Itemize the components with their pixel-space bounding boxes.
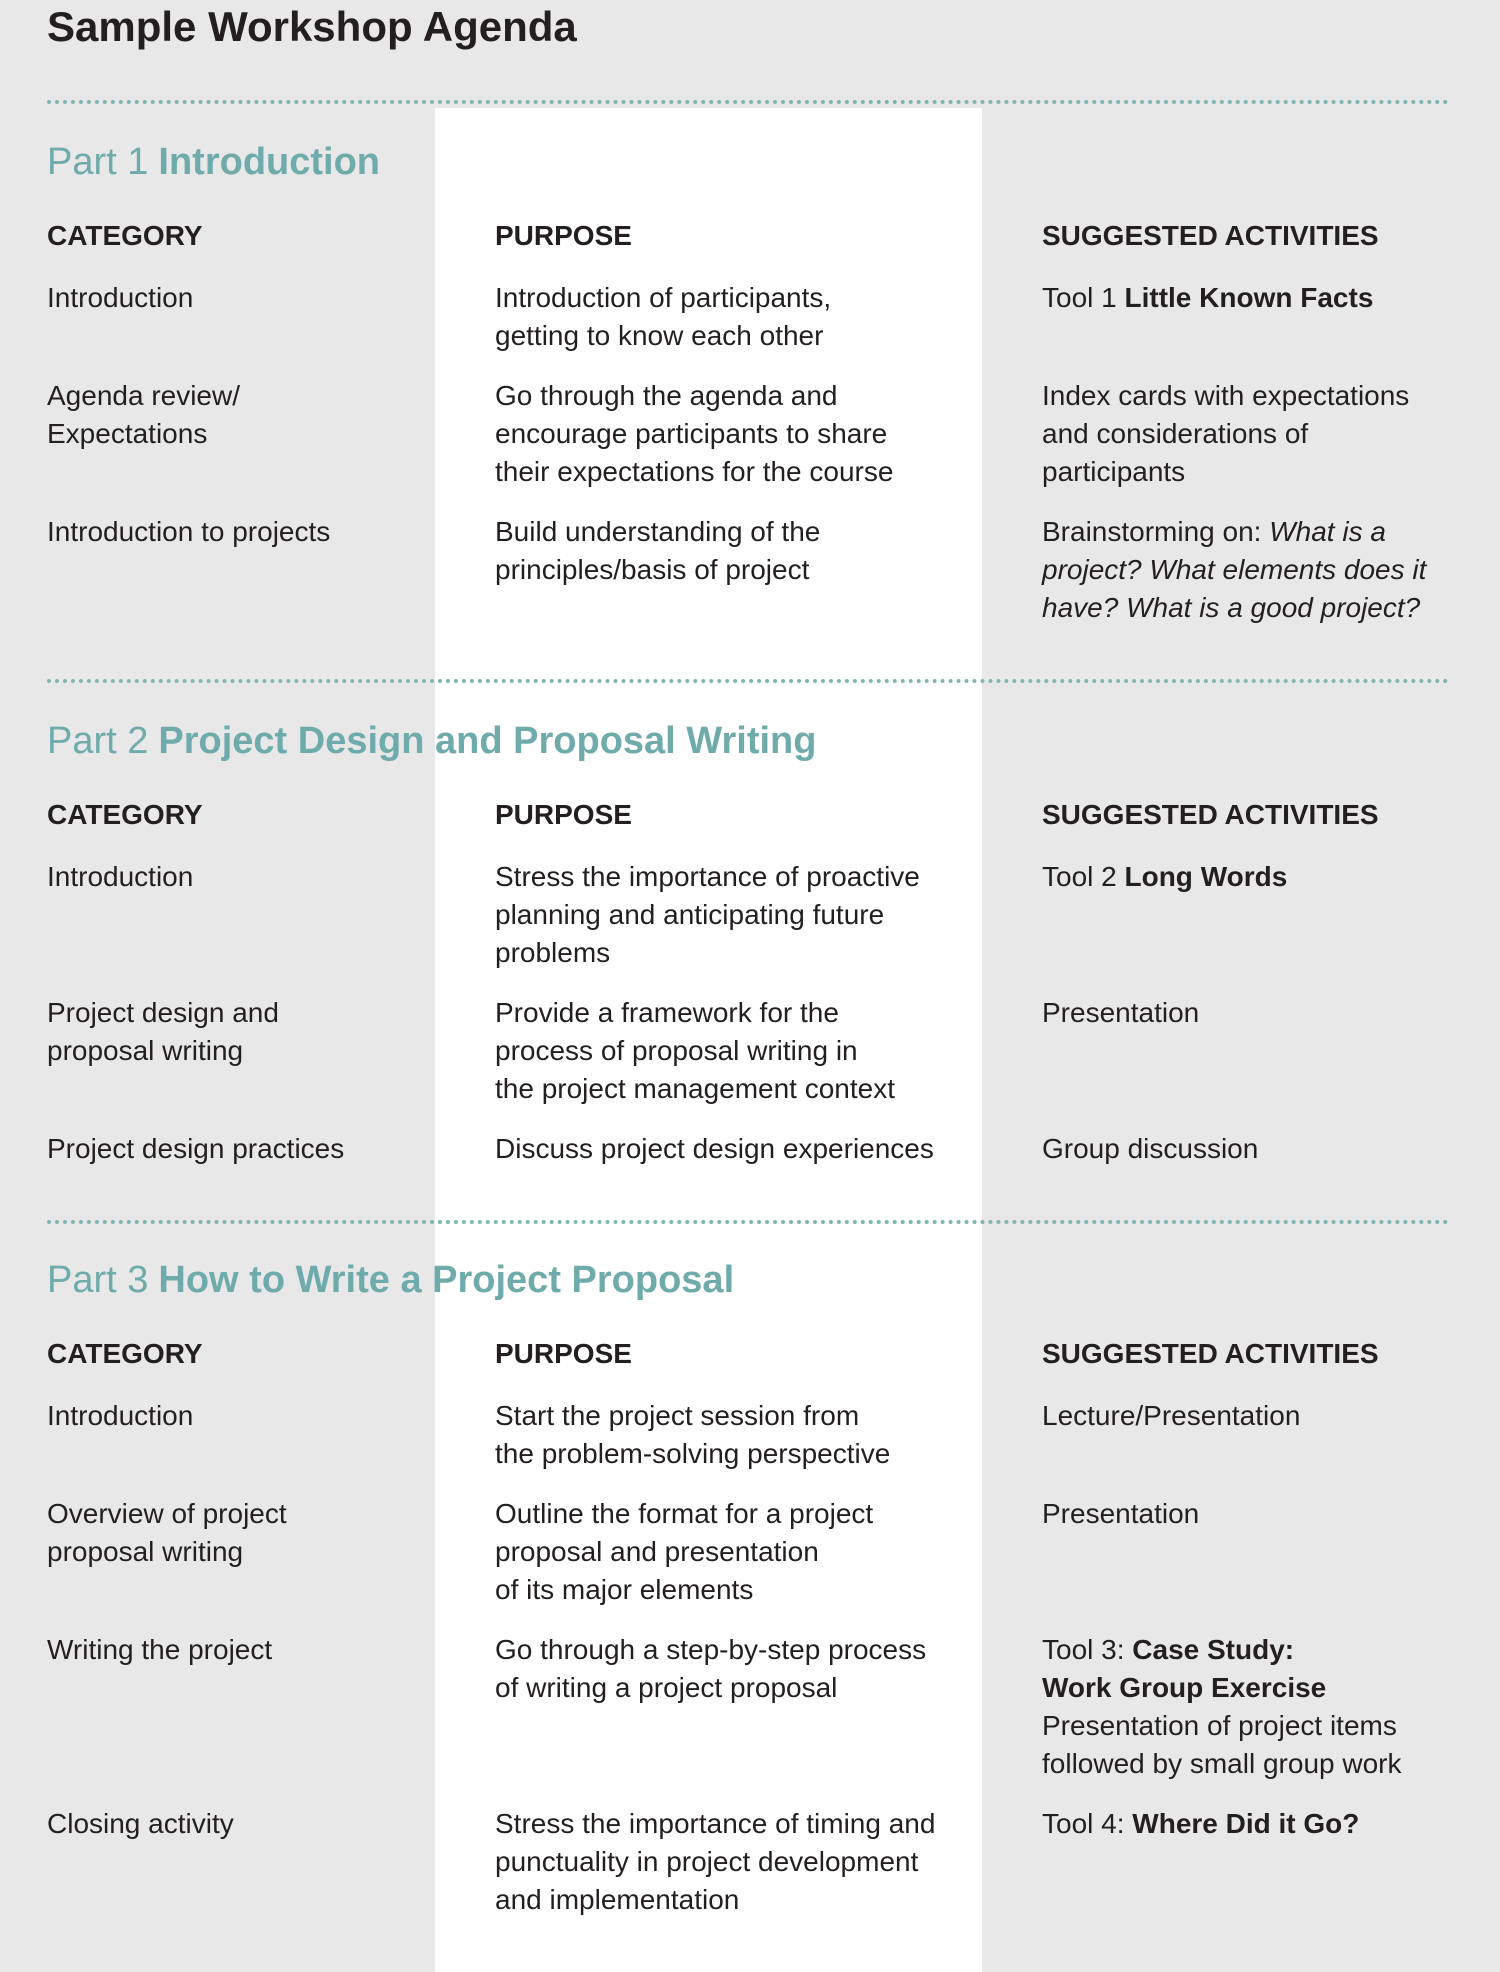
header-category: CATEGORY [47,799,203,830]
activity-text: Brainstorming on: [1042,516,1262,547]
category-cell: Overview of project proposal writing [47,1498,287,1567]
category-cell: Project design and proposal writing [47,997,279,1066]
header-activities: SUGGESTED ACTIVITIES [1042,220,1379,251]
part-heading [47,1255,1500,1305]
purpose-cell: Stress the importance of proactive planning and anticipating future problems [495,861,920,968]
activity-text: Tool 1 [1042,282,1125,313]
category-cell: Introduction [47,1400,194,1431]
activity-text: Index cards with expectations and considerations of participants [1042,380,1410,487]
activities-cell [1012,1495,1482,1609]
activities-cell [1012,994,1482,1108]
purpose-cell: Build understanding of the principles/basis of project [495,516,821,585]
category-cell: Agenda review/ Expectations [47,380,241,449]
activity-text: Presentation [1042,997,1200,1028]
category-cell: Writing the project [47,1634,273,1665]
part-label: Part 3 [47,1259,149,1301]
category-cell: Closing activity [47,1808,234,1839]
activity-text: Group discussion [1042,1133,1259,1164]
activity-text: Lecture/Presentation [1042,1400,1301,1431]
purpose-cell: Start the project session from the problem-solving perspective [495,1400,891,1469]
header-category: CATEGORY [47,1338,203,1369]
divider [47,679,1449,683]
part-name: Introduction [158,141,381,183]
header-activities: SUGGESTED ACTIVITIES [1042,799,1379,830]
activities-cell [1012,1130,1482,1168]
activity-text: Presentation [1042,1498,1200,1529]
divider [47,100,1449,104]
purpose-cell: Stress the importance of timing and punctuality in project development and implementation [495,1808,936,1915]
agenda-part-1 [0,137,1500,627]
activities-cell [1012,377,1482,491]
agenda-table [0,1335,1500,1919]
purpose-cell: Go through a step-by-step process of writing a project proposal [495,1634,927,1703]
part-name: Project Design and Proposal Writing [158,720,817,762]
category-cell: Introduction [47,282,194,313]
category-cell: Project design practices [47,1133,345,1164]
activities-cell [1012,279,1482,355]
purpose-cell: Introduction of participants, getting to know each other [495,282,832,351]
activity-text: Tool 2 [1042,861,1125,892]
agenda-table [0,217,1500,627]
purpose-cell: Outline the format for a project proposal and presentation of its major elements [495,1498,874,1605]
activity-text: Tool 3: [1042,1634,1133,1665]
agenda-part-3 [0,1255,1500,1919]
activity-tool-name: Where Did it Go? [1132,1808,1360,1839]
activity-text: Tool 4: [1042,1808,1133,1839]
purpose-cell: Go through the agenda and encourage participants to share their expectations for the course [495,380,894,487]
page-title: Sample Workshop Agenda [47,3,577,50]
header-category: CATEGORY [47,220,203,251]
agenda-table [0,796,1500,1168]
activities-cell [1012,1805,1482,1919]
activity-questions: What is a project? What elements does it have? What is a good project? [1042,516,1427,623]
part-label: Part 2 [47,720,149,762]
activity-tool-name: Long Words [1124,861,1288,892]
header-purpose: PURPOSE [495,799,632,830]
activities-cell [1012,513,1482,627]
activity-tool-name: Little Known Facts [1124,282,1374,313]
header-purpose: PURPOSE [495,1338,632,1369]
part-heading [47,716,1500,766]
header-activities: SUGGESTED ACTIVITIES [1042,1338,1379,1369]
agenda-part-2 [0,716,1500,1168]
part-name: How to Write a Project Proposal [158,1259,735,1301]
activities-cell [1012,1631,1482,1783]
header-purpose: PURPOSE [495,220,632,251]
part-heading [47,137,1500,187]
purpose-cell: Discuss project design experiences [495,1133,934,1164]
activities-cell [1012,858,1482,972]
purpose-cell: Provide a framework for the process of proposal writing in the project management context [495,997,896,1104]
activity-description: Presentation of project items followed by small group work [1042,1710,1402,1779]
category-cell: Introduction to projects [47,516,331,547]
part-label: Part 1 [47,141,149,183]
activities-cell [1012,1397,1482,1473]
activity-tool-name: Case Study: Work Group Exercise [1042,1634,1327,1703]
category-cell: Introduction [47,861,194,892]
divider [47,1220,1449,1224]
